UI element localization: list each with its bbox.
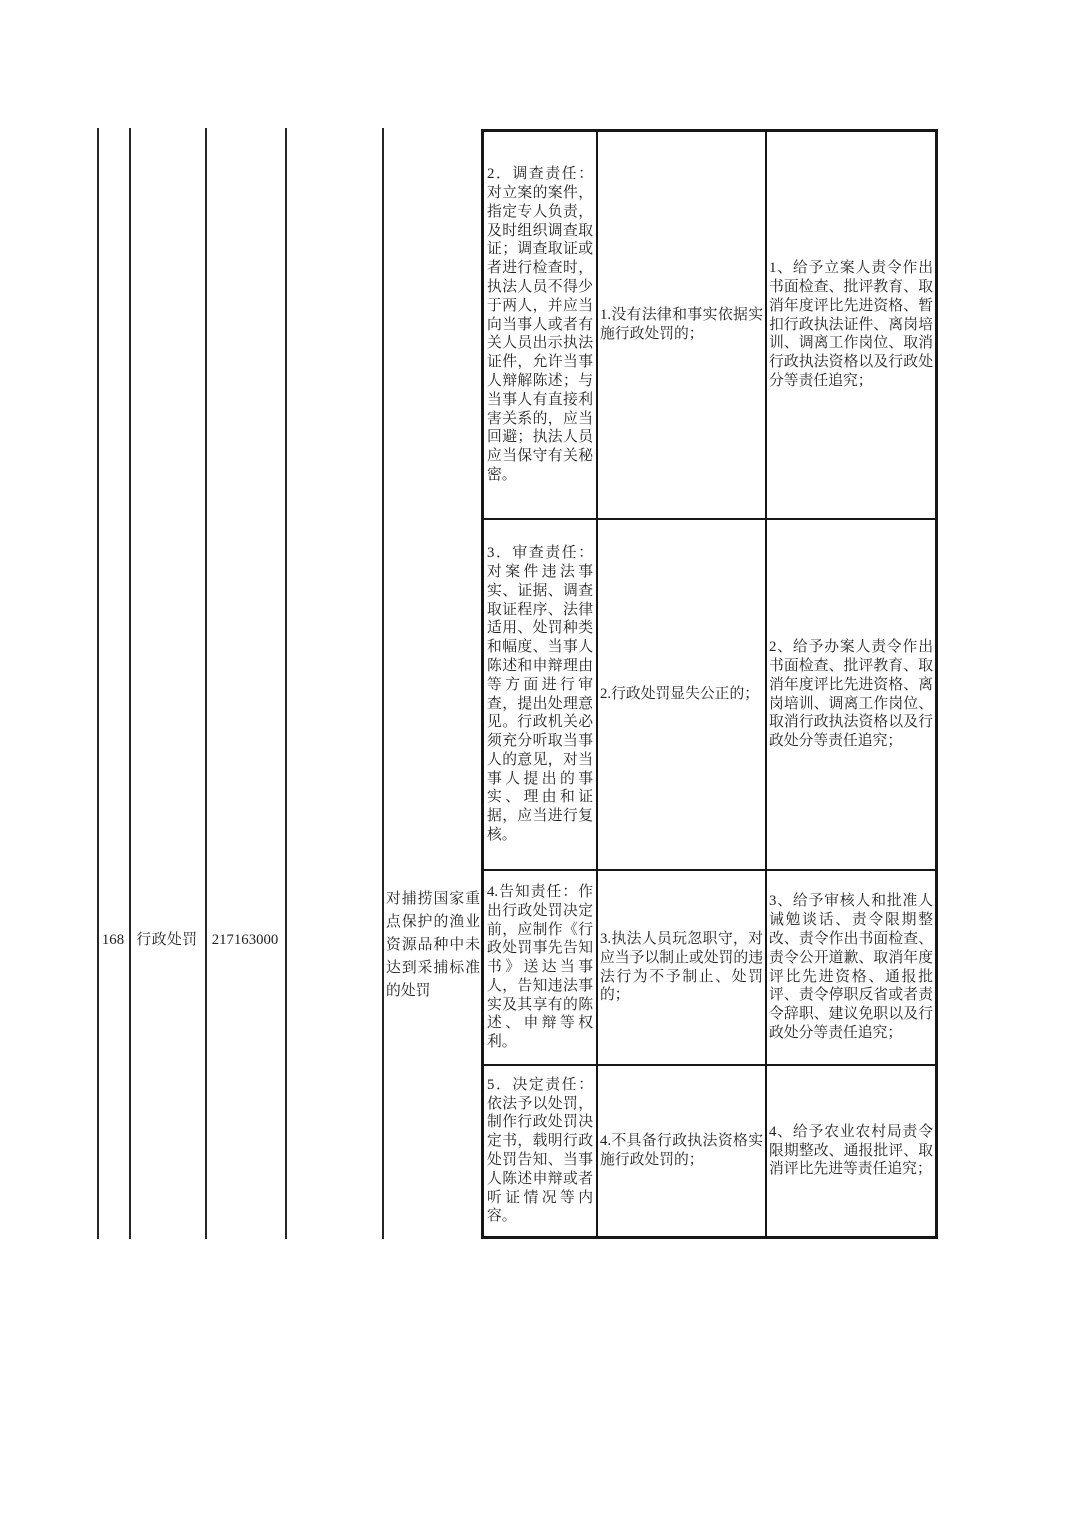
situation-text-2: 2.行政处罚显失公正的；	[600, 686, 760, 703]
situation-cell-2	[596, 518, 765, 869]
situation-cell-4	[596, 1064, 765, 1236]
authority-code: 217163000	[211, 932, 279, 948]
duty-text-1: 2．调查责任：对立案的案件，指定专人负责，及时组织调查取证；调查取证或者进行检查时，执法人员不得少于两人，并应当向当事人或者有关人员出示执法证件，允许当事人辩解陈述；与当事人有直接利害关系的，应当回避；执法人员应当保守有关秘密。	[487, 166, 593, 483]
situation-cell-3	[596, 869, 765, 1064]
item-description: 对捕捞国家重点保护的渔业资源品种中未达到采捕标准的处罚	[386, 891, 480, 999]
accountability-cell-4	[765, 1064, 935, 1236]
duty-cell-2	[484, 518, 596, 869]
column-divider-2	[129, 128, 131, 1239]
duty-text-3: 4.告知责任：作出行政处罚决定前，应制作《行政处罚事先告知书》送达当事人，告知违法事实及其享有的陈述、申辩等权利。	[487, 883, 593, 1051]
column-divider-4	[285, 128, 287, 1239]
duty-cell-4	[484, 1064, 596, 1236]
accountability-text-1: 1、给予立案人责令作出书面检查、批评教育、取消年度评比先进资格、暂扣行政执法证件、离岗培训、调离工作岗位、取消行政执法资格以及行政处分等责任追究；	[769, 260, 933, 389]
accountability-text-3: 3、给予审核人和批准人诫勉谈话、责令限期整改、责令作出书面检查、责令公开道歉、取消年度评比先进资格、通报批评、责令停职反省或者责令辞职、建议免职以及行政处分等责任追究；	[769, 893, 933, 1041]
column-divider-1	[97, 128, 99, 1239]
situation-text-1: 1.没有法律和事实依据实施行政处罚的；	[600, 307, 763, 342]
accountability-text-4: 4、给予农业农村局责令限期整改、通报批评、取消评比先进等责任追究；	[769, 1123, 933, 1178]
accountability-text-2: 2、给予办案人责令作出书面检查、批评教育、取消年度评比先进资格、离岗培训、调离工作岗位、取消行政执法资格以及行政处分等责任追究；	[769, 639, 933, 750]
situation-text-3: 3.执法人员玩忽职守，对应当予以制止或处罚的违法行为不予制止、处罚的；	[600, 930, 763, 1004]
column-divider-5	[382, 128, 384, 1239]
situation-cell-1	[596, 132, 765, 518]
accountability-cell-2	[765, 518, 935, 869]
accountability-cell-1	[765, 132, 935, 518]
column-divider-3	[205, 128, 207, 1239]
accountability-cell-3	[765, 869, 935, 1064]
row-number: 168	[101, 932, 125, 948]
duty-cell-1	[484, 132, 596, 518]
duty-cell-3	[484, 869, 596, 1064]
duty-text-2: 3．审查责任：对案件违法事实、证据、调查取证程序、法律适用、处罚种类和幅度、当事人陈述和申辩理由等方面进行审查，提出处理意见。行政机关必须充分听取当事人的意见，对当事人提出的事实、理由和证据，应当进行复核。	[487, 545, 593, 844]
situation-text-4: 4.不具备行政执法资格实施行政处罚的；	[600, 1133, 763, 1168]
duty-text-4: 5．决定责任：依法予以处罚，制作行政处罚决定书，载明行政处罚告知、当事人陈述申辩或者听证情况等内容。	[487, 1076, 593, 1225]
responsibility-table	[481, 129, 938, 1239]
penalty-type: 行政处罚	[136, 932, 198, 948]
